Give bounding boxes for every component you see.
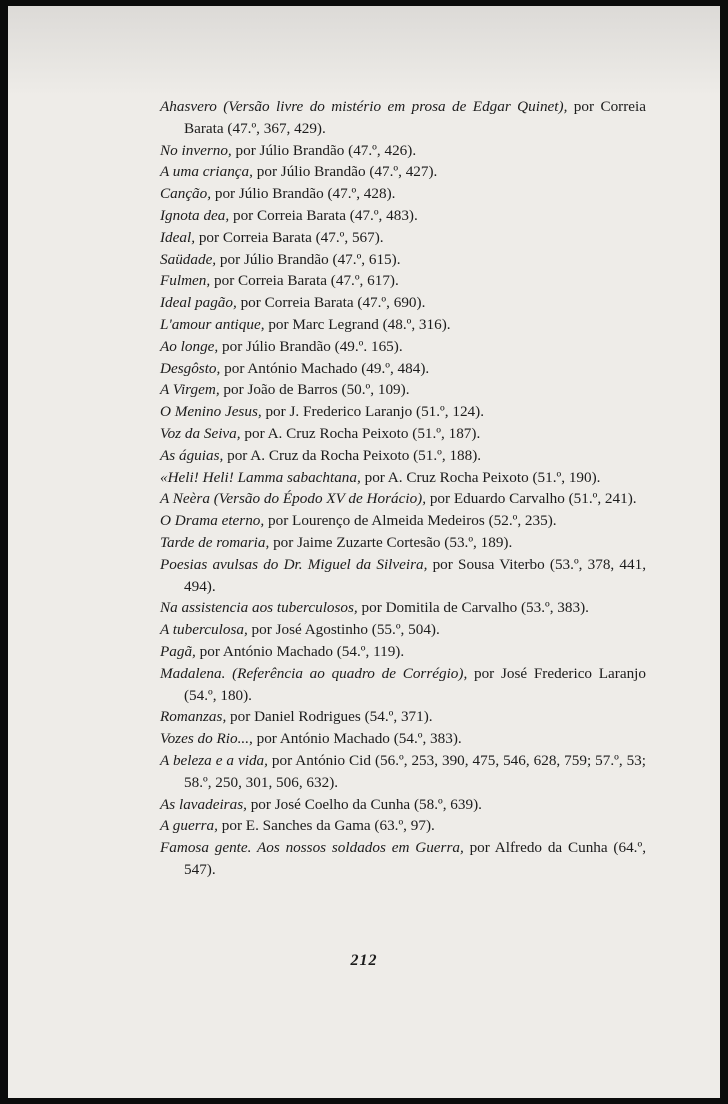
- author-reference: por Correia Barata (47.º, 690).: [236, 294, 426, 312]
- work-title: As águias,: [160, 446, 224, 464]
- work-title: Tarde de romaria,: [160, 533, 270, 551]
- work-title: A Virgem,: [160, 381, 220, 399]
- author-reference: por Júlio Brandão (47.º, 615).: [216, 250, 401, 268]
- work-title: Voz da Seiva,: [160, 424, 241, 442]
- index-entry: [160, 96, 646, 140]
- index-entries: [160, 96, 646, 881]
- author-reference: por António Machado (54.º, 119).: [195, 642, 405, 660]
- work-title: «Heli! Heli! Lamma sabachtana,: [160, 468, 361, 486]
- work-title: L'amour antique,: [160, 315, 265, 333]
- author-reference: por Correia Barata (47.º, 483).: [229, 206, 418, 224]
- index-entry: [160, 249, 646, 271]
- index-entry: [160, 663, 646, 707]
- work-title: Ideal,: [160, 228, 196, 246]
- work-title: A tuberculosa,: [160, 621, 248, 639]
- work-title: Vozes do Rio...,: [160, 730, 253, 748]
- work-title: Famosa gente. Aos nossos soldados em Guerra,: [160, 839, 464, 857]
- index-entry: [160, 379, 646, 401]
- index-entry: [160, 641, 646, 663]
- index-entry: [160, 270, 646, 292]
- author-reference: por Domitila de Carvalho (53.º, 383).: [357, 599, 589, 617]
- work-title: No inverno,: [160, 141, 232, 159]
- author-reference: por J. Frederico Laranjo (51.º, 124).: [261, 403, 484, 421]
- index-entry: [160, 161, 646, 183]
- index-entry: [160, 423, 646, 445]
- work-title: A uma criança,: [160, 163, 253, 181]
- author-reference: por João de Barros (50.º, 109).: [219, 381, 410, 399]
- work-title: Na assistencia aos tuberculosos,: [160, 599, 358, 617]
- index-entry: [160, 794, 646, 816]
- index-entry: [160, 314, 646, 336]
- work-title: O Menino Jesus,: [160, 403, 262, 421]
- author-reference: por António Machado (54.º, 383).: [252, 730, 462, 748]
- author-reference: por A. Cruz Rocha Peixoto (51.º, 187).: [240, 424, 481, 442]
- author-reference: por Correia Barata (47.º, 617).: [210, 272, 399, 290]
- work-title: Ideal pagão,: [160, 294, 237, 312]
- author-reference: por António Machado (49.º, 484).: [220, 359, 430, 377]
- index-entry: [160, 205, 646, 227]
- work-title: O Drama eterno,: [160, 512, 265, 530]
- index-entry: [160, 183, 646, 205]
- work-title: Canção,: [160, 185, 212, 203]
- page-number: 212: [350, 952, 378, 969]
- author-reference: por José Frederico Laranjo (54.º, 180).: [184, 664, 646, 704]
- index-entry: [160, 336, 646, 358]
- author-reference: por Jaime Zuzarte Cortesão (53.º, 189).: [269, 533, 513, 551]
- work-title: Romanzas,: [160, 708, 227, 726]
- author-reference: por Júlio Brandão (49.º. 165).: [218, 337, 403, 355]
- author-reference: por Alfredo da Cunha (64.º, 547).: [184, 839, 646, 878]
- author-reference: por Sousa Viterbo (53.º, 378, 441, 494).: [184, 555, 646, 595]
- author-reference: por Júlio Brandão (47.º, 427).: [252, 163, 438, 181]
- work-title: A guerra,: [160, 817, 218, 835]
- author-reference: por António Cid (56.º, 253, 390, 475, 546, 628, 759; 57.º, 53; 58.º, 250, 301, 506, 632).: [184, 751, 646, 791]
- index-entry: [160, 706, 646, 728]
- author-reference: por Marc Legrand (48.º, 316).: [264, 315, 451, 333]
- index-entry: [160, 728, 646, 750]
- index-entry: [160, 532, 646, 554]
- index-entry: [160, 554, 646, 598]
- author-reference: por Correia Barata (47.º, 567).: [195, 228, 384, 246]
- work-title: Ao longe,: [160, 337, 219, 355]
- index-entry: [160, 837, 646, 881]
- index-entry: [160, 750, 646, 794]
- work-title: Poesias avulsas do Dr. Miguel da Silveira,: [160, 555, 428, 573]
- index-entry: [160, 815, 646, 837]
- work-title: Ahasvero (Versão livre do mistério em prosa de Edgar Quinet),: [160, 98, 568, 115]
- author-reference: por Lourenço de Almeida Medeiros (52.º, 235).: [264, 512, 557, 530]
- work-title: A Neèra (Versão do Épodo XV de Horácio),: [160, 490, 427, 508]
- work-title: Saüdade,: [160, 250, 217, 268]
- index-entry: [160, 488, 646, 510]
- author-reference: por José Agostinho (55.º, 504).: [247, 621, 440, 639]
- index-entry: [160, 619, 646, 641]
- book-page: [8, 6, 720, 1098]
- work-title: Pagã,: [160, 642, 196, 660]
- work-title: A beleza e a vida,: [160, 751, 268, 769]
- work-title: Fulmen,: [160, 272, 211, 290]
- author-reference: por Júlio Brandão (47.º, 426).: [231, 141, 417, 159]
- author-reference: por A. Cruz Rocha Peixoto (51.º, 190).: [360, 468, 601, 486]
- index-entry: [160, 401, 646, 423]
- index-entry: [160, 445, 646, 467]
- author-reference: por José Coelho da Cunha (58.º, 639).: [246, 795, 482, 813]
- index-entry: [160, 227, 646, 249]
- work-title: As lavadeiras,: [160, 795, 247, 813]
- work-title: Ignota dea,: [160, 206, 230, 224]
- index-entry: [160, 467, 646, 489]
- author-reference: por Correia Barata (47.º, 367, 429).: [184, 98, 646, 137]
- index-entry: [160, 140, 646, 162]
- author-reference: por Daniel Rodrigues (54.º, 371).: [226, 708, 433, 726]
- index-entry: [160, 358, 646, 380]
- index-entry: [160, 510, 646, 532]
- author-reference: por Eduardo Carvalho (51.º, 241).: [426, 490, 637, 508]
- author-reference: por E. Sanches da Gama (63.º, 97).: [217, 817, 435, 835]
- index-entry: [160, 597, 646, 619]
- author-reference: por A. Cruz da Rocha Peixoto (51.º, 188).: [223, 446, 482, 464]
- author-reference: por Júlio Brandão (47.º, 428).: [211, 185, 396, 203]
- work-title: Madalena. (Referência ao quadro de Corrégio),: [160, 664, 468, 682]
- work-title: Desgôsto,: [160, 359, 221, 377]
- index-entry: [160, 292, 646, 314]
